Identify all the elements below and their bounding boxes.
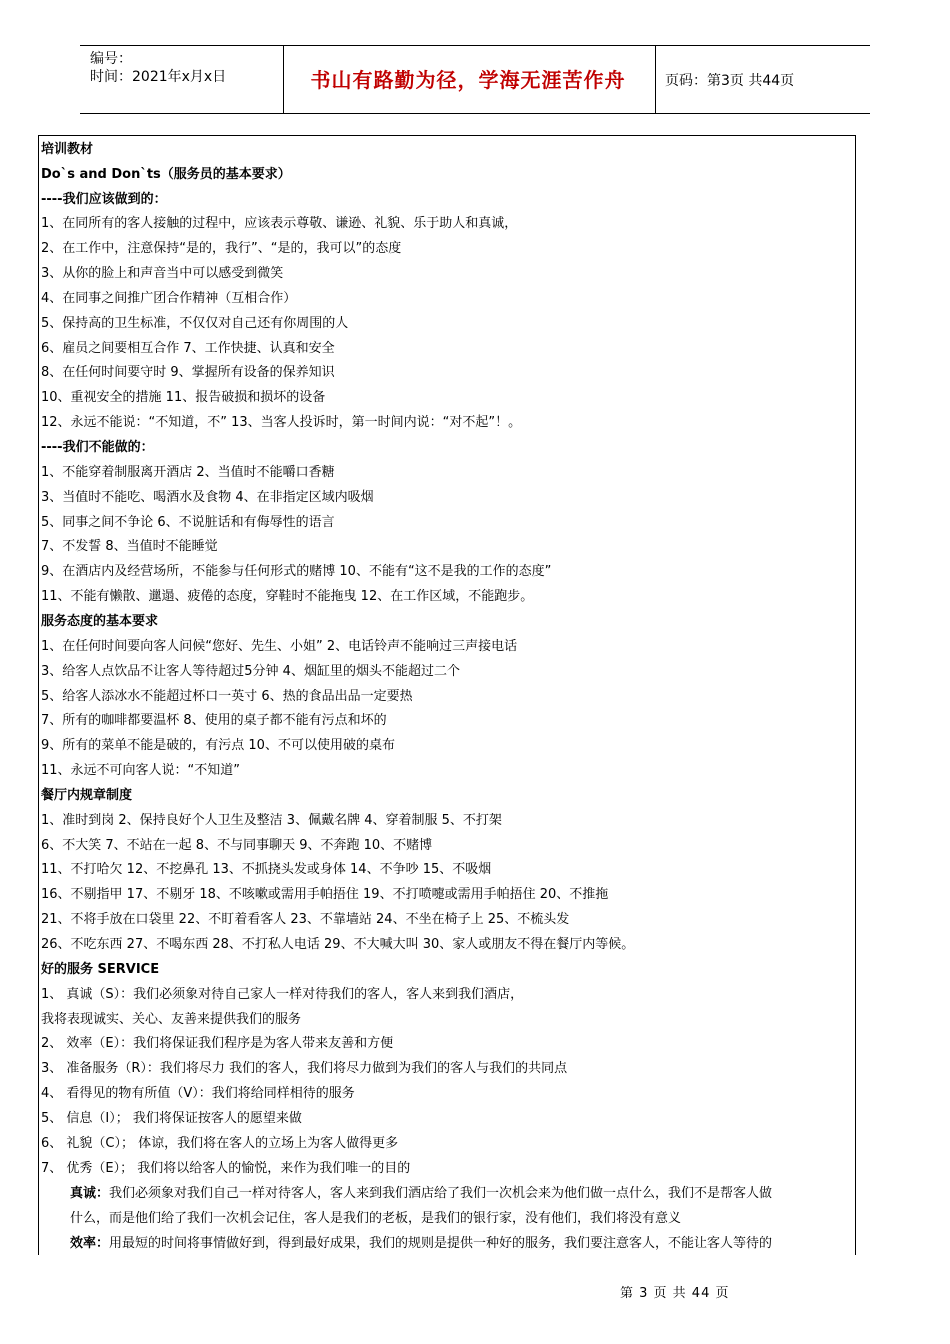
list-item: 3、 准备服务（R）：我们将尽力 我们的客人，我们将尽力做到为我们的客人与我们的共同点 [41,1061,568,1076]
list-item: 5、保持高的卫生标准，不仅仅对自己还有你周围的人 [41,316,349,331]
list-item: 8、在任何时间要守时 9、掌握所有设备的保养知识 [41,365,335,380]
paragraph-label: 效率： [70,1236,110,1251]
section-heading: 好的服务 SERVICE [41,962,160,977]
list-item: 6、不大笑 7、不站在一起 8、不与同事聊天 9、不奔跑 10、不赌博 [41,838,433,853]
list-item: 10、重视安全的措施 11、报告破损和损坏的设备 [41,390,326,405]
list-item: 11、永远不可向客人说：“不知道” [41,763,241,778]
list-item: 26、不吃东西 27、不喝东西 28、不打私人电话 29、不大喊大叫 30、家人或朋友不得在餐厅内等候。 [41,937,635,952]
paragraph-sincerity [70,1182,772,1206]
list-item: 3、当值时不能吃、喝酒水及食物 4、在非指定区域内吸烟 [41,490,374,505]
header-number: 编号： [90,51,132,67]
paragraph-text: 我们必须象对我们自己一样对待客人，客人来到我们酒店给了我们一次机会来为他们做一点什么，我们不是帮客人做 [109,1186,773,1201]
list-item: 9、在酒店内及经营场所，不能参与任何形式的赌博 10、不能有“这不是我的工作的态度” [41,564,552,579]
header-top-rule [80,45,870,46]
list-item: 1、在同所有的客人接触的过程中，应该表示尊敬、谦逊、礼貌、乐于助人和真诚， [41,216,518,231]
paragraph-efficiency [70,1232,772,1256]
list-item: 6、雇员之间要相互合作 7、工作快捷、认真和安全 [41,341,335,356]
list-item: 5、 信息（I）； 我们将保证按客人的愿望来做 [41,1111,302,1126]
list-item: 4、 看得见的物有所值（V）：我们将给同样相待的服务 [41,1086,355,1101]
list-item: 5、给客人添冰水不能超过杯口一英寸 6、热的食品出品一定要热 [41,689,413,704]
section-heading: 餐厅内规章制度 [41,788,133,803]
header-bottom-rule [80,113,870,114]
page-footer: 第 3 页 共 44 页 [620,1286,730,1301]
list-item: 11、不打哈欠 12、不挖鼻孔 13、不抓挠头发或身体 14、不争吵 15、不吸烟 [41,862,492,877]
list-item: 11、不能有懒散、邋遢、疲倦的态度，穿鞋时不能拖曳 12、在工作区域，不能跑步。 [41,589,534,604]
header-time: 时间：2021年x月x日 [90,69,227,85]
paragraph-continuation: 什么，而是他们给了我们一次机会记住，客人是我们的老板，是我们的银行家，没有他们，我们将没有意义 [70,1211,682,1226]
list-item: 1、准时到岗 2、保持良好个人卫生及整洁 3、佩戴名牌 4、穿着制服 5、不打架 [41,813,502,828]
list-item: 1、不能穿着制服离开酒店 2、当值时不能嚼口香糖 [41,465,335,480]
list-item: 2、在工作中，注意保持“是的，我行”、“是的，我可以”的态度 [41,241,402,256]
list-item: 21、不将手放在口袋里 22、不盯着看客人 23、不靠墙站 24、不坐在椅子上 25、不梳头发 [41,912,570,927]
section-heading: ----我们不能做的： [41,440,154,455]
list-item: 16、不剔指甲 17、不剔牙 18、不咳嗽或需用手帕捂住 19、不打喷嚏或需用手帕捂住 20、不推拖 [41,887,609,902]
list-item: 5、同事之间不争论 6、不说脏话和有侮辱性的语言 [41,515,335,530]
list-item: 我将表现诚实、关心、友善来提供我们的服务 [41,1012,302,1027]
list-item: 7、 优秀（E）； 我们将以给客人的愉悦，来作为我们唯一的目的 [41,1161,411,1176]
header-divider-right [655,45,656,113]
list-item: 12、永远不能说：“不知道，不” 13、当客人投诉时，第一时间内说：“对不起”！。 [41,415,522,430]
list-item: 1、 真诚（S）：我们必须象对待自己家人一样对待我们的客人，客人来到我们酒店， [41,987,524,1002]
section-heading: 服务态度的基本要求 [41,614,159,629]
list-item: 2、 效率（E）：我们将保证我们程序是为客人带来友善和方便 [41,1036,394,1051]
paragraph-label: 真诚： [70,1186,110,1201]
section-heading: Do`s and Don`ts（服务员的基本要求） [41,167,291,182]
section-heading: ----我们应该做到的： [41,192,167,207]
list-item: 7、不发誓 8、当值时不能睡觉 [41,539,218,554]
list-item: 9、所有的菜单不能是破的，有污点 10、不可以使用破的桌布 [41,738,395,753]
list-item: 3、从你的脸上和声音当中可以感受到微笑 [41,266,284,281]
doc-title: 培训教材 [41,142,94,157]
header-page-info: 页码：第3页 共44页 [665,73,795,89]
paragraph-text: 用最短的时间将事情做好到，得到最好成果，我们的规则是提供一种好的服务，我们要注意客人，不能让客人等待的 [109,1236,773,1251]
header-motto: 书山有路勤为径，学海无涯苦作舟 [310,68,626,92]
list-item: 7、所有的咖啡都要温杯 8、使用的桌子都不能有污点和坏的 [41,713,387,728]
list-item: 1、在任何时间要向客人问候“您好、先生、小姐” 2、电话铃声不能响过三声接电话 [41,639,518,654]
list-item: 4、在同事之间推广团合作精神（互相合作） [41,291,297,306]
list-item: 3、给客人点饮品不让客人等待超过5分钟 4、烟缸里的烟头不能超过二个 [41,664,460,679]
list-item: 6、 礼貌（C）； 体谅，我们将在客人的立场上为客人做得更多 [41,1136,399,1151]
